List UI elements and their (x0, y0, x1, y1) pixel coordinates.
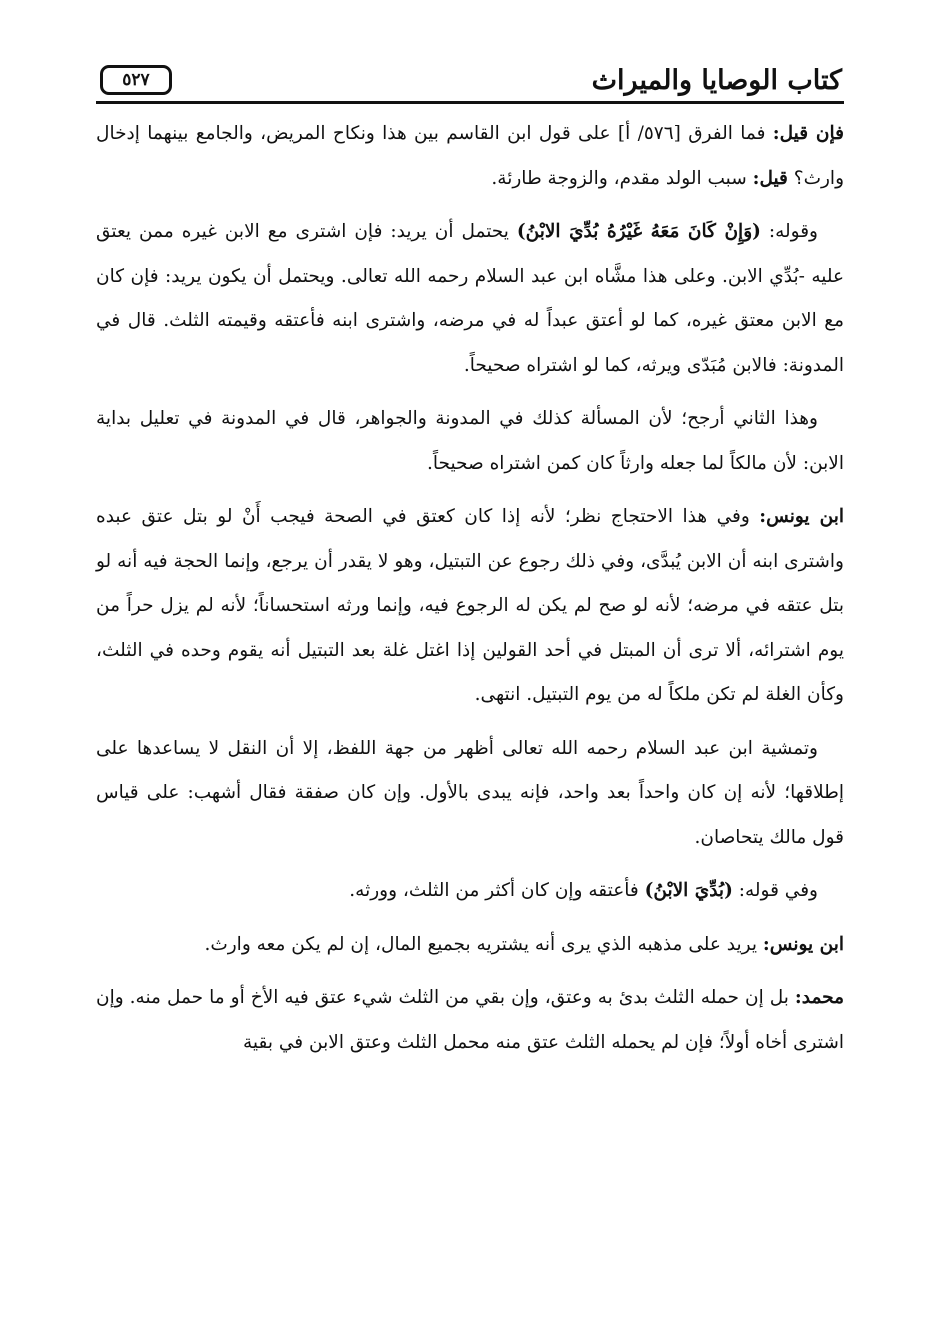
paragraph (96, 495, 844, 718)
paragraph-text: وقوله: (760, 221, 818, 242)
paragraph (96, 976, 844, 1065)
paragraph (96, 397, 844, 486)
paragraph-text: سبب الولد مقدم، والزوجة طارئة. (491, 167, 753, 189)
quoted-phrase: (بُدِّيَ الابْنُ) (644, 880, 733, 901)
paragraph-text: وهذا الثاني أرجح؛ لأن المسألة كذلك في المدونة والجواهر، قال في المدونة في تعليل بداية الابن: لأن مالكاً لما جعله وارثاً كان كمن اشتراه صحيحاً. (96, 408, 844, 474)
paragraph (96, 112, 844, 201)
header-rule (96, 101, 844, 104)
paragraph (96, 923, 844, 968)
quoted-phrase: (وَإِنْ كَانَ مَعَهُ غَيْرُهُ بُدِّيَ الابْنُ) (516, 221, 761, 242)
paragraph-text: بل إن حمله الثلث بدئ به وعتق، وإن بقي من الثلث شيء عتق فيه الأخ أو ما حمل منه. وإن اشترى أخاه أولاً؛ فإن لم يحمله الثلث عتق منه محمل الثلث وعتق الابن في بقية (96, 987, 844, 1053)
paragraph (96, 210, 844, 388)
paragraph-text: فأعتقه وإن كان أكثر من الثلث، وورثه. (349, 880, 645, 901)
page-number-box (100, 65, 172, 95)
paragraph-text: وفي هذا الاحتجاج نظر؛ لأنه إذا كان كعتق في الصحة فيجب أَنْ لو بتل عتق عبده واشترى ابنه أن الابن يُبدَّى، وفي ذلك رجوع عن التبتيل، وهو لا يقدر أن يرجع، وإنما الحجة فيه أنه لو بتل عتقه في مرضه؛ لأنه لو صح لم يكن له الرجوع فيه، وإنما ورثه استحساناً؛ لأنه لم يزل حراً من يوم اشترائه، ألا ترى أن المبتل في أحد القولين إذا اغتل غلة بعد التبتيل أنه يقوم وحده في الثلث، وكأن الغلة لم تكن ملكاً له من يوم التبتيل. انتهى. (96, 506, 844, 705)
paragraph-lead: فإن قيل: (772, 123, 844, 144)
paragraph-lead: ابن يونس: (762, 933, 844, 955)
paragraph-text: يريد على مذهبه الذي يرى أنه يشتريه بجميع المال، إن لم يكن معه وارث. (204, 933, 763, 955)
paragraph-text: وفي قوله: (732, 880, 818, 901)
paragraph (96, 869, 844, 914)
book-page (96, 56, 844, 1276)
running-header (96, 56, 844, 104)
paragraph (96, 727, 844, 861)
main-text (96, 112, 844, 1065)
paragraph-text: وتمشية ابن عبد السلام رحمه الله تعالى أظهر من جهة اللفظ، إلا أن النقل لا يساعدها على إطلاقها؛ لأنه إن كان واحداً بعد واحد، فإنه يبدى بالأول. وإن كان صفقة فقال أشهب: على قياس قول مالك يتحاصان. (96, 737, 844, 848)
paragraph-lead: محمد: (794, 987, 844, 1008)
paragraph-lead: ابن يونس: (759, 506, 844, 527)
page-number: ٥٢٧ (122, 70, 150, 90)
paragraph-text: يحتمل أن يريد: فإن اشترى مع الابن غيره ممن يعتق عليه -بُدِّي الابن. وعلى هذا مشَّاه ابن عبد السلام رحمه الله تعالى. ويحتمل أن يكون يريد: فإن كان مع الابن معتق غيره، كما لو أعتق عبداً له في مرضه، واشترى ابنه فأعتقه وقيمته الثلث. قال في المدونة: فالابن مُبَدّى ويرثه، كما لو اشتراه صحيحاً. (96, 221, 844, 376)
paragraph-text: فما الفرق [٥٧٦/ أ] على قول ابن القاسم بين هذا ونكاح المريض، والجامع بينهما إدخال وارث؟ (96, 123, 844, 189)
paragraph-lead: قيل: (752, 167, 788, 189)
book-title: كتاب الوصايا والميراث (591, 64, 842, 96)
